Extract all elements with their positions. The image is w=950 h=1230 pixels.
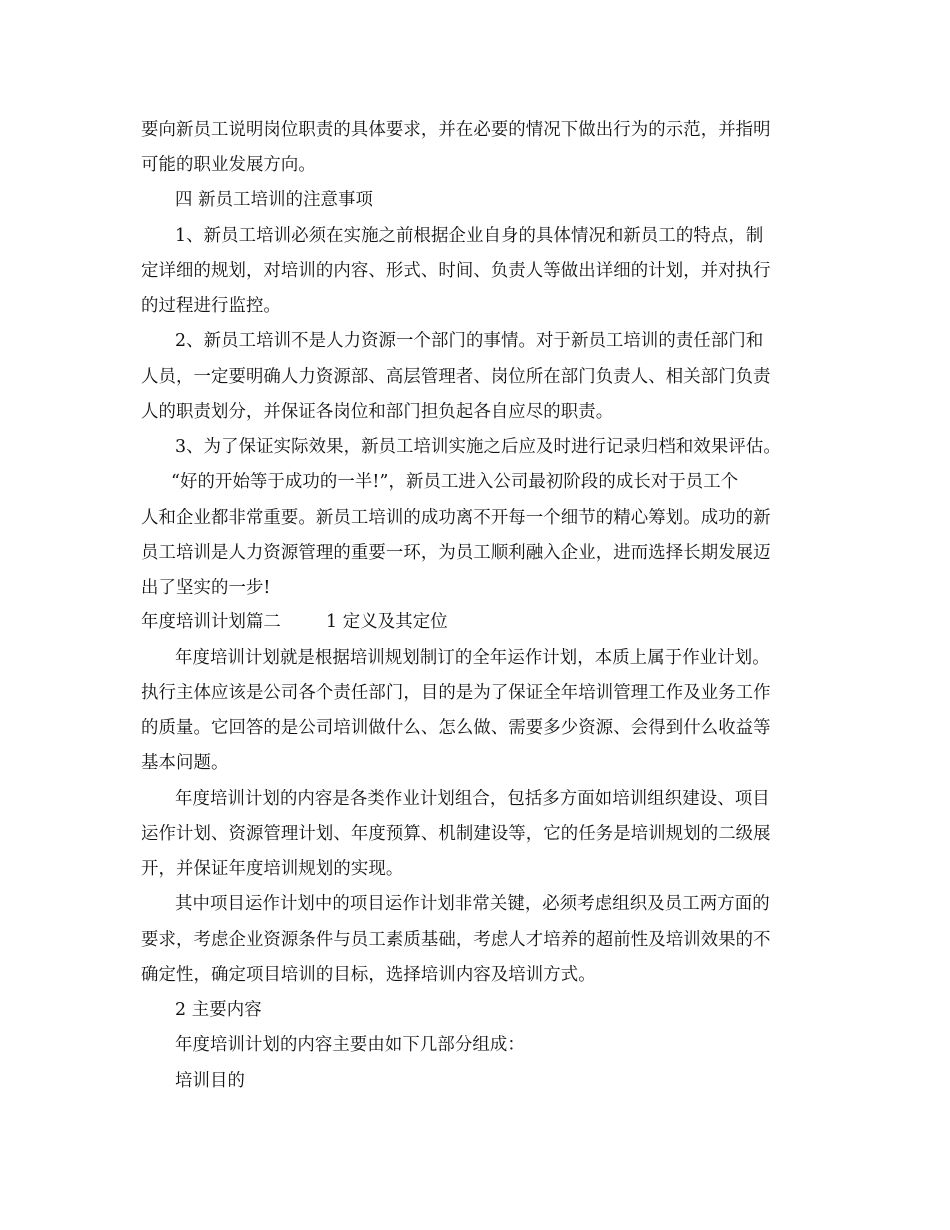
paragraph-line: 开，并保证年度培训规划的实现。 <box>141 859 404 879</box>
paragraph-line: 要求，考虑企业资源条件与员工素质基础，考虑人才培养的超前性及培训效果的不 <box>141 930 771 950</box>
paragraph-line: 可能的职业发展方向。 <box>141 155 316 175</box>
paragraph-line: 年度培训计划就是根据培训规划制订的全年运作计划，本质上属于作业计划。 <box>175 648 770 668</box>
paragraph-line: 基本问题。 <box>141 753 229 773</box>
paragraph-line: “好的开始等于成功的一半!”，新员工进入公司最初阶段的成长对于员工个 <box>171 472 739 492</box>
section-heading: 2 主要内容 <box>175 1000 262 1020</box>
paragraph-line: 年度培训计划的内容是各类作业计划组合，包括多方面如培训组织建设、项目 <box>175 789 770 809</box>
paragraph-line: 1、新员工培训必须在实施之前根据企业自身的具体情况和新员工的特点，制 <box>175 226 764 246</box>
paragraph-line: 定详细的规划，对培训的内容、形式、时间、负责人等做出详细的计划，并对执行 <box>141 261 771 281</box>
paragraph-line: 确定性，确定项目培训的目标，选择培训内容及培训方式。 <box>141 965 596 985</box>
paragraph-line: 人员，一定要明确人力资源部、高层管理者、岗位所在部门负责人、相关部门负责 <box>141 367 771 387</box>
paragraph-line: 员工培训是人力资源管理的重要一环，为员工顺利融入企业，进而选择长期发展迈 <box>141 543 771 563</box>
paragraph-line: 运作计划、资源管理计划、年度预算、机制建设等，它的任务是培训规划的二级展 <box>141 824 771 844</box>
paragraph-line: 培训目的 <box>175 1071 245 1091</box>
paragraph-line: 2、新员工培训不是人力资源一个部门的事情。对于新员工培训的责任部门和 <box>175 331 764 351</box>
paragraph-line: 出了坚实的一步! <box>141 578 271 598</box>
section-heading: 四 新员工培训的注意事项 <box>175 190 374 210</box>
paragraph-line: 人的职责划分，并保证各岗位和部门担负起各自应尽的职责。 <box>141 402 614 422</box>
paragraph-line: 3、为了保证实际效果，新员工培训实施之后应及时进行记录归档和效果评估。 <box>175 437 781 457</box>
paragraph-line: 的质量。它回答的是公司培训做什么、怎么做、需要多少资源、会得到什么收益等 <box>141 718 771 738</box>
paragraph-line: 年度培训计划的内容主要由如下几部分组成： <box>175 1035 525 1055</box>
paragraph-line: 要向新员工说明岗位职责的具体要求，并在必要的情况下做出行为的示范，并指明 <box>141 120 771 140</box>
paragraph-line: 的过程进行监控。 <box>141 296 281 316</box>
paragraph-line: 执行主体应该是公司各个责任部门，目的是为了保证全年培训管理工作及业务工作 <box>141 683 771 703</box>
section-heading: 年度培训计划篇二 1 定义及其定位 <box>141 612 448 632</box>
paragraph-line: 其中项目运作计划中的项目运作计划非常关键，必须考虑组织及员工两方面的 <box>175 894 770 914</box>
paragraph-line: 人和企业都非常重要。新员工培训的成功离不开每一个细节的精心筹划。成功的新 <box>141 508 771 528</box>
